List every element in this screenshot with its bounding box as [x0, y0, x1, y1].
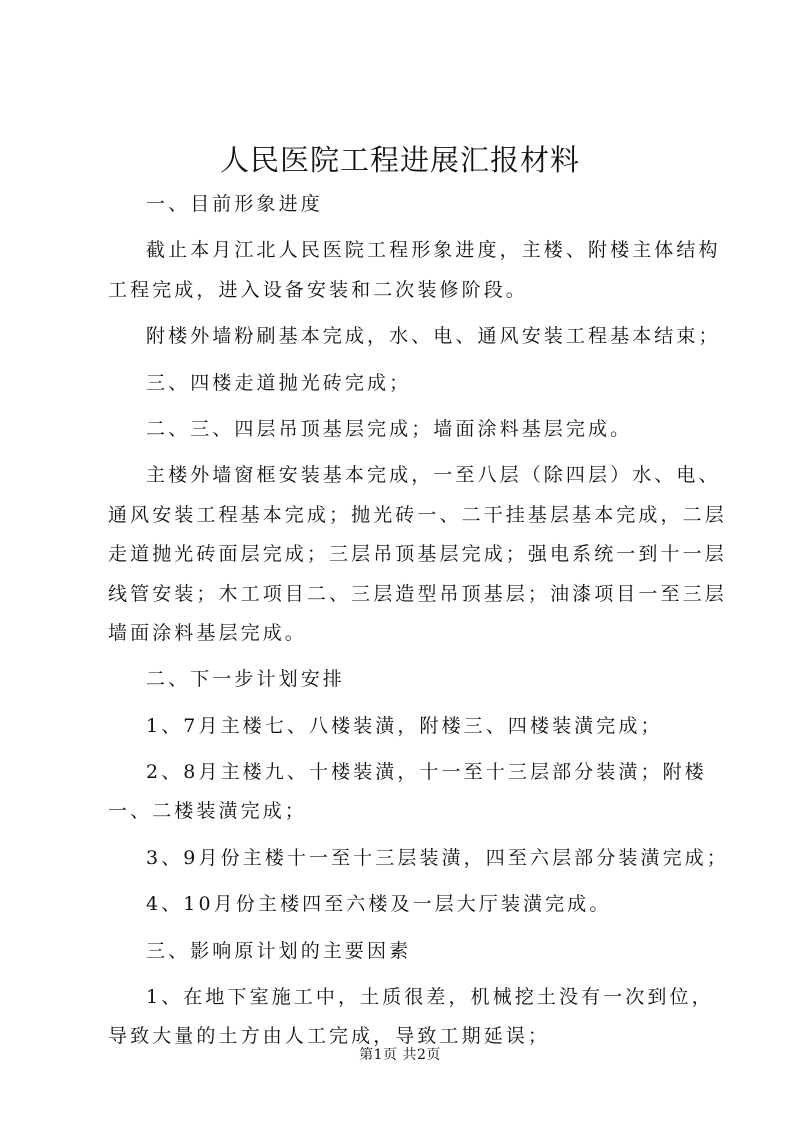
list-item-continuation: 一、二楼装潢完成；	[108, 800, 307, 823]
paragraph-line: 通风安装工程基本完成；抛光砖一、二干挂基层基本完成，二层	[108, 503, 727, 526]
section-heading-influencing-factors: 三、影响原计划的主要因素	[146, 939, 412, 962]
document-title: 人民医院工程进展汇报材料	[219, 143, 580, 177]
list-item: 1、7月主楼七、八楼装潢，附楼三、四楼装潢完成；	[146, 714, 663, 737]
list-item: 4、10月份主楼四至六楼及一层大厅装潢完成。	[146, 893, 612, 916]
list-item: 1、在地下室施工中，土质很差，机械挖土没有一次到位，	[146, 986, 714, 1009]
paragraph-line: 主楼外墙窗框安装基本完成，一至八层（除四层）水、电、	[146, 464, 721, 487]
paragraph-line: 线管安装；木工项目二、三层造型吊顶基层；油漆项目一至三层	[108, 582, 727, 605]
page-footer: 第1页 共2页	[359, 1047, 441, 1063]
section-heading-current-progress: 一、目前形象进度	[146, 193, 323, 215]
paragraph-line: 墙面涂料基层完成。	[108, 621, 307, 644]
document-body	[108, 185, 729, 1057]
paragraph-line: 截止本月江北人民医院工程形象进度，主楼、附楼主体结构	[146, 239, 721, 262]
list-item: 3、9月份主楼十一至十三层装潢，四至六层部分装潢完成；	[146, 846, 729, 869]
list-item-continuation: 导致大量的土方由人工完成，导致工期延误；	[108, 1025, 551, 1048]
paragraph-line: 附楼外墙粉刷基本完成，水、电、通风安装工程基本结束；	[146, 325, 721, 348]
paragraph-line: 三、四楼走道抛光砖完成；	[146, 371, 412, 394]
list-item: 2、8月主楼九、十楼装潢，十一至十三层部分装潢；附楼	[146, 761, 707, 784]
paragraph-line: 二、三、四层吊顶基层完成；墙面涂料基层完成。	[146, 417, 633, 440]
section-heading-next-plan: 二、下一步计划安排	[146, 668, 345, 691]
paragraph-line: 走道抛光砖面层完成；三层吊顶基层完成；强电系统一到十一层	[108, 543, 727, 566]
paragraph-line: 工程完成，进入设备安装和二次装修阶段。	[108, 278, 528, 301]
